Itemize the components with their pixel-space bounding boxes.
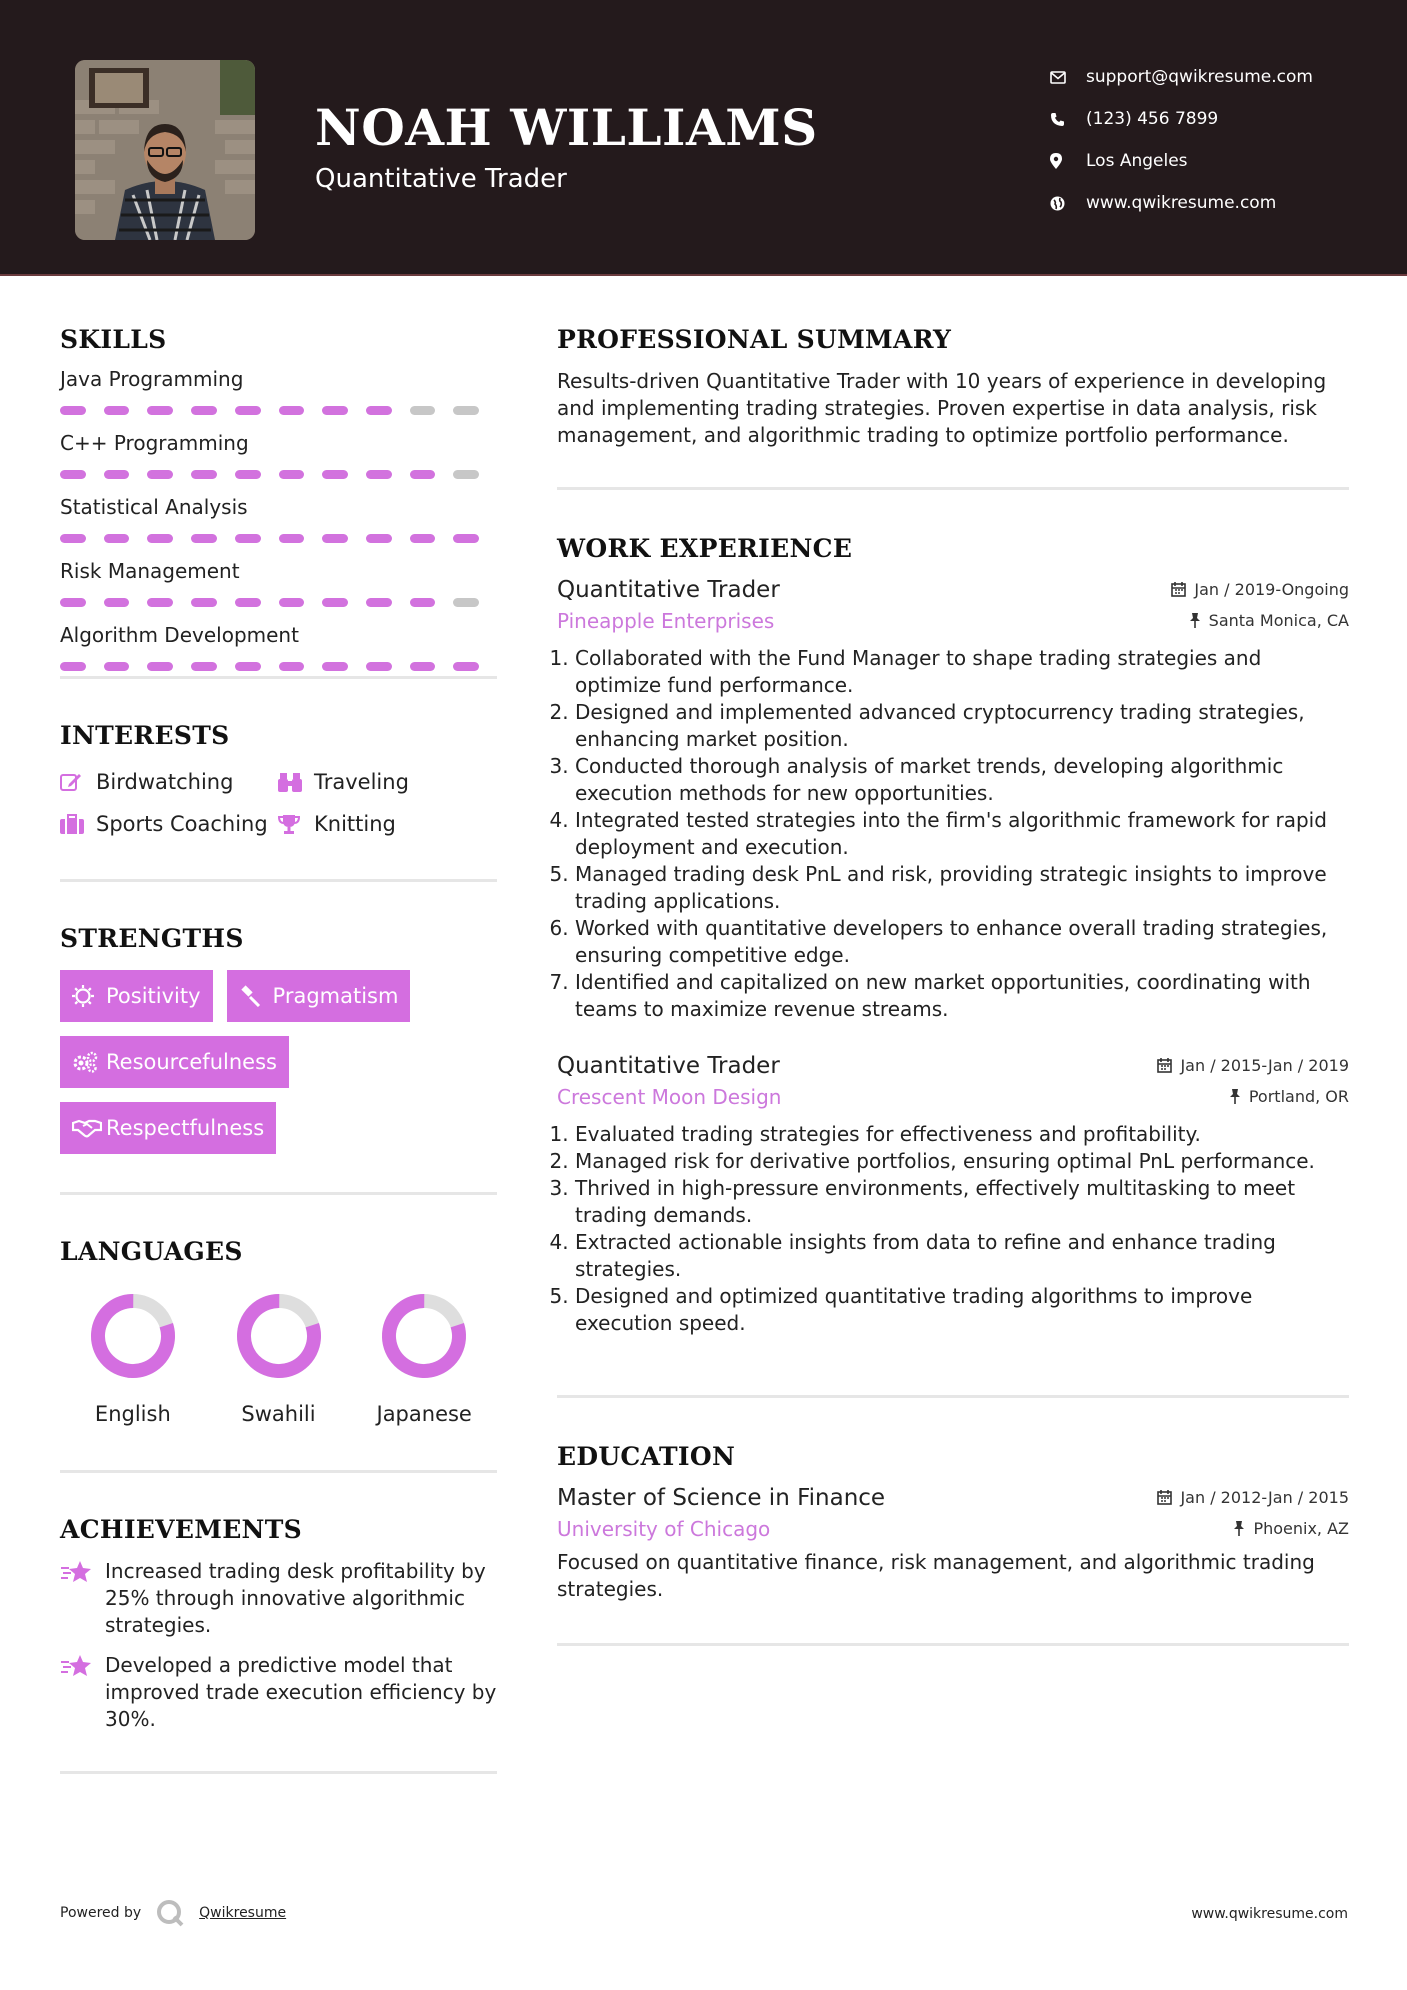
strength-tag: Respectfulness (60, 1102, 276, 1154)
contact-phone[interactable]: (123) 456 7899 (1050, 98, 1313, 140)
language-name: Japanese (376, 1402, 472, 1426)
skill-level-dot (191, 406, 217, 415)
pin-icon (1229, 1089, 1241, 1104)
skill-level-dot (410, 470, 436, 479)
job-title: Quantitative Trader (557, 1053, 780, 1079)
skill-level-dot (191, 470, 217, 479)
job-location: Santa Monica, CA (1189, 611, 1349, 630)
skill-level-dot (279, 534, 305, 543)
language-name: Swahili (241, 1402, 316, 1426)
skill-level-dot (60, 534, 86, 543)
shooting-star-icon (60, 1558, 105, 1639)
resume-header (0, 0, 1407, 276)
skill-level-dot (104, 534, 130, 543)
task-list (557, 1121, 1349, 1337)
candidate-name: NOAH WILLIAMS (315, 98, 818, 157)
gears-icon (72, 1051, 106, 1073)
interest-item: Sports Coaching (60, 812, 278, 836)
skill-item (60, 430, 497, 494)
skill-item (60, 558, 497, 622)
languages-heading: LANGUAGES (60, 1237, 243, 1266)
skill-level-dot (366, 662, 392, 671)
interest-item: Traveling (278, 770, 478, 794)
language-item (206, 1292, 352, 1426)
company-name: Pineapple Enterprises (557, 609, 775, 633)
job-entry (557, 1053, 1349, 1337)
achievements-list (60, 1558, 497, 1733)
calendar-icon (1157, 1490, 1172, 1505)
section-divider (60, 676, 497, 679)
right-column (557, 276, 1349, 1646)
skill-level-bar (60, 598, 497, 608)
language-level-arc (380, 1292, 468, 1380)
language-name: English (94, 1402, 171, 1426)
qwikresume-logo-icon (155, 1898, 185, 1928)
skill-level-dot (410, 598, 436, 607)
education-heading: EDUCATION (557, 1442, 736, 1471)
skill-level-dot (147, 662, 173, 671)
skill-name: Statistical Analysis (60, 495, 248, 519)
skill-level-dot (191, 598, 217, 607)
achievement-item: Increased trading desk profitability by 25% through innovative algorithmic strategies. (60, 1558, 497, 1639)
skill-level-dot (366, 406, 392, 415)
skill-level-dot (366, 534, 392, 543)
skill-level-dot (453, 598, 479, 607)
skill-item (60, 622, 497, 676)
language-item (60, 1292, 206, 1426)
skill-level-dot (279, 470, 305, 479)
section-divider (557, 1643, 1349, 1646)
interest-item: Birdwatching (60, 770, 278, 794)
skill-level-dot (453, 662, 479, 671)
skill-level-bar (60, 662, 497, 672)
globe-icon (1050, 196, 1086, 211)
skill-level-dot (453, 534, 479, 543)
language-donut (89, 1292, 177, 1380)
skill-name: C++ Programming (60, 431, 249, 455)
strengths-heading: STRENGTHS (60, 924, 244, 953)
skill-level-dot (104, 470, 130, 479)
qwikresume-link[interactable]: Qwikresume (199, 1905, 287, 1921)
interests-list (60, 770, 497, 836)
skill-level-dot (235, 534, 261, 543)
strength-tag: Positivity (60, 970, 213, 1022)
footer-url[interactable]: www.qwikresume.com (1191, 1906, 1348, 1922)
contact-location: Los Angeles (1050, 140, 1313, 182)
skill-level-dot (104, 662, 130, 671)
phone-icon (1050, 112, 1086, 127)
task-item: 2. Managed risk for derivative portfolios, ensuring optimal PnL performance. (575, 1148, 1349, 1175)
strength-tag: Pragmatism (227, 970, 411, 1022)
pencil-icon (60, 772, 96, 792)
left-column (60, 276, 497, 1774)
trophy-icon (278, 814, 314, 834)
shooting-star-icon (60, 1652, 105, 1733)
strengths-list (60, 970, 497, 1154)
pin-icon (1233, 1521, 1245, 1536)
skill-name: Java Programming (60, 367, 244, 391)
achievements-heading: ACHIEVEMENTS (60, 1515, 302, 1544)
skill-level-dot (322, 662, 348, 671)
skill-level-dot (191, 534, 217, 543)
skill-level-dot (279, 662, 305, 671)
company-name: Crescent Moon Design (557, 1085, 782, 1109)
skill-level-dot (147, 406, 173, 415)
section-divider (557, 487, 1349, 490)
skill-item (60, 494, 497, 558)
task-item: 4. Extracted actionable insights from data to refine and enhance trading strategies. (575, 1229, 1349, 1283)
task-item: 4. Integrated tested strategies into the firm's algorithmic framework for rapid deployment and execution. (575, 807, 1349, 861)
job-dates: Jan / 2015-Jan / 2019 (1157, 1056, 1349, 1075)
task-item: 7. Identified and capitalized on new market opportunities, coordinating with teams to maximize revenue streams. (575, 969, 1349, 1023)
skills-heading: SKILLS (60, 325, 167, 354)
skill-level-dot (191, 662, 217, 671)
skill-level-dot (235, 598, 261, 607)
skill-level-dot (147, 470, 173, 479)
task-item: 3. Conducted thorough analysis of market trends, developing algorithmic execution methods for new opportunities. (575, 753, 1349, 807)
section-divider (60, 1192, 497, 1195)
skill-level-dot (322, 534, 348, 543)
skill-level-dot (60, 662, 86, 671)
experience-heading: WORK EXPERIENCE (557, 534, 853, 563)
school-name: University of Chicago (557, 1517, 771, 1541)
task-item: 1. Evaluated trading strategies for effectiveness and profitability. (575, 1121, 1349, 1148)
skill-level-dot (279, 406, 305, 415)
skill-level-dot (279, 598, 305, 607)
education-location: Phoenix, AZ (1233, 1519, 1349, 1538)
contact-email[interactable]: support@qwikresume.com (1050, 56, 1313, 98)
contact-list (1050, 56, 1313, 224)
interest-item: Knitting (278, 812, 478, 836)
skill-level-dot (322, 406, 348, 415)
skill-level-dot (60, 406, 86, 415)
summary-heading: PROFESSIONAL SUMMARY (557, 325, 952, 354)
task-item: 3. Thrived in high-pressure environments, effectively multitasking to meet trading demands. (575, 1175, 1349, 1229)
skill-level-dot (453, 406, 479, 415)
handshake-icon (72, 1118, 106, 1138)
task-item: 2. Designed and implemented advanced cryptocurrency trading strategies, enhancing market position. (575, 699, 1349, 753)
map-pin-icon (1050, 153, 1086, 169)
job-entry (557, 577, 1349, 1023)
section-divider (60, 879, 497, 882)
skill-level-dot (366, 598, 392, 607)
job-dates: Jan / 2019-Ongoing (1171, 580, 1349, 599)
calendar-icon (1171, 582, 1186, 597)
section-divider (60, 1470, 497, 1473)
skill-level-dot (410, 534, 436, 543)
calendar-icon (1157, 1058, 1172, 1073)
skills-list (60, 366, 497, 676)
skill-name: Algorithm Development (60, 623, 299, 647)
education-dates: Jan / 2012-Jan / 2015 (1157, 1488, 1349, 1507)
section-divider (557, 1395, 1349, 1398)
skill-item (60, 366, 497, 430)
powered-by: Powered by Qwikresume (60, 1898, 286, 1928)
contact-website[interactable]: www.qwikresume.com (1050, 182, 1313, 224)
gavel-icon (239, 985, 273, 1007)
degree-title: Master of Science in Finance (557, 1485, 886, 1511)
education-entry (557, 1485, 1349, 1603)
profile-photo (75, 60, 255, 240)
skill-level-dot (410, 406, 436, 415)
education-text: Focused on quantitative finance, risk management, and algorithmic trading strategies. (557, 1550, 1315, 1601)
language-donut (235, 1292, 323, 1380)
skill-level-dot (235, 406, 261, 415)
language-level-arc (89, 1292, 177, 1380)
pin-icon (1189, 613, 1201, 628)
skill-level-dot (410, 662, 436, 671)
summary-text: Results-driven Quantitative Trader with 10 years of experience in developing and implementing trading strategies. Proven expertise in data analysis, risk management, and algorithmic trading to optimize portfolio performance. (557, 369, 1327, 447)
task-item: 6. Worked with quantitative developers to enhance overall trading strategies, ensuring competitive edge. (575, 915, 1349, 969)
achievement-item: Developed a predictive model that improved trade execution efficiency by 30%. (60, 1652, 497, 1733)
skill-level-dot (60, 598, 86, 607)
skill-level-dot (322, 598, 348, 607)
task-item: 1. Collaborated with the Fund Manager to shape trading strategies and optimize fund performance. (575, 645, 1349, 699)
briefcase-icon (60, 814, 96, 834)
task-item: 5. Managed trading desk PnL and risk, providing strategic insights to improve trading applications. (575, 861, 1349, 915)
skill-level-dot (147, 598, 173, 607)
skill-level-dot (147, 534, 173, 543)
language-item (351, 1292, 497, 1426)
task-item: 5. Designed and optimized quantitative trading algorithms to improve execution speed. (575, 1283, 1349, 1337)
language-donut (380, 1292, 468, 1380)
task-list (557, 645, 1349, 1023)
candidate-title: Quantitative Trader (315, 164, 567, 194)
job-title: Quantitative Trader (557, 577, 780, 603)
job-location: Portland, OR (1229, 1087, 1349, 1106)
skill-level-dot (60, 470, 86, 479)
skill-level-bar (60, 406, 497, 416)
strength-tag: Resourcefulness (60, 1036, 289, 1088)
language-level-arc (235, 1292, 323, 1380)
skill-level-dot (235, 470, 261, 479)
interests-heading: INTERESTS (60, 721, 230, 750)
skill-level-dot (104, 406, 130, 415)
skill-level-dot (235, 662, 261, 671)
skill-level-dot (322, 470, 348, 479)
skill-level-bar (60, 470, 497, 480)
skill-level-dot (453, 470, 479, 479)
skill-level-dot (366, 470, 392, 479)
binoculars-icon (278, 772, 314, 792)
skill-name: Risk Management (60, 559, 240, 583)
envelope-icon (1050, 71, 1086, 84)
skill-level-dot (104, 598, 130, 607)
section-divider (60, 1771, 497, 1774)
sun-icon (72, 985, 106, 1007)
languages-list (60, 1292, 497, 1426)
skill-level-bar (60, 534, 497, 544)
